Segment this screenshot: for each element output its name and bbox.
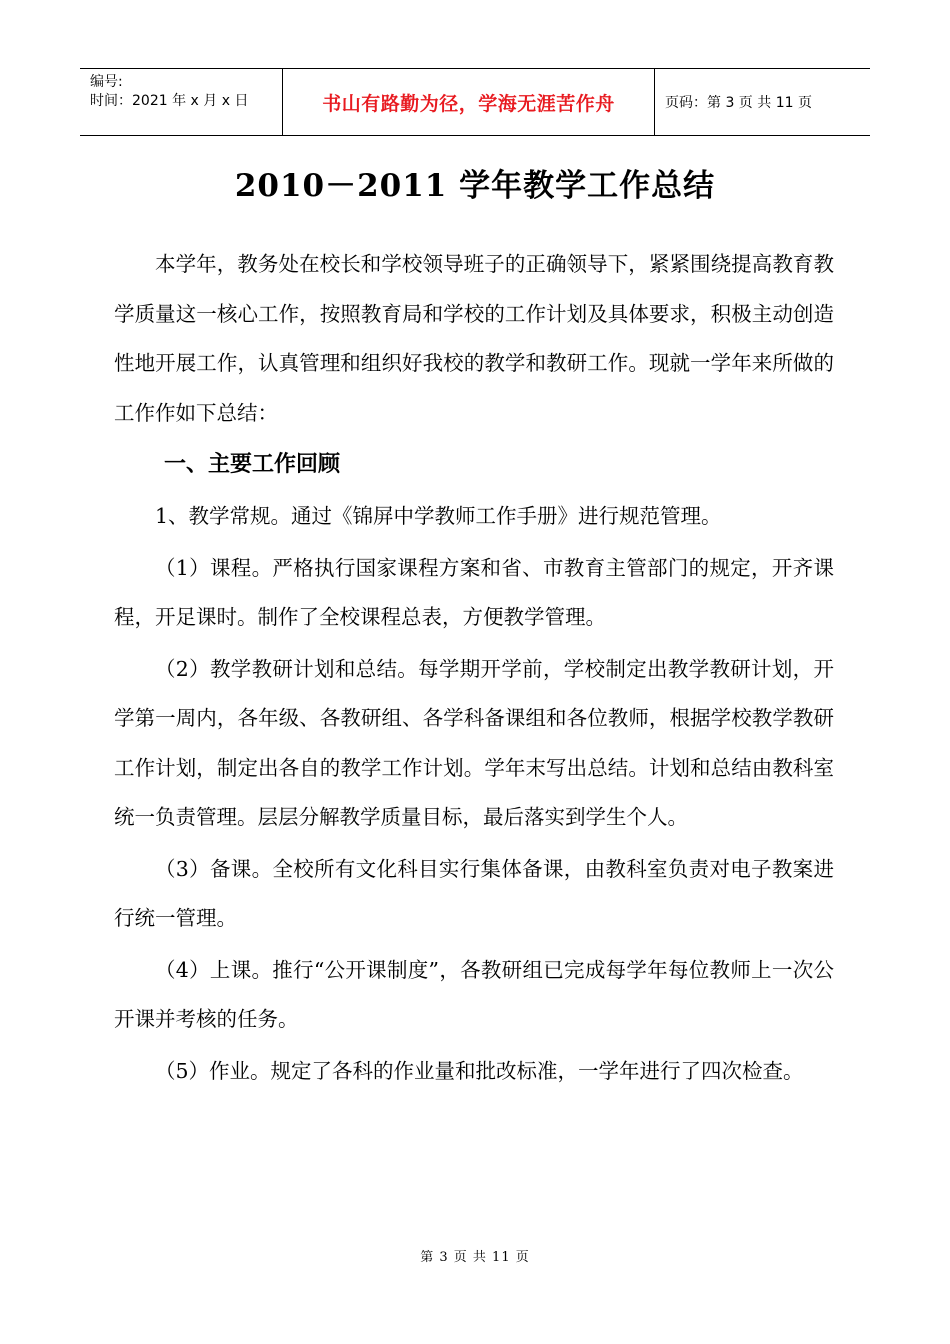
sub-item-classes: （4）上课。推行“公开课制度”，各教研组已完成每学年每位教师上一次公开课并考核的任务。 (114, 957, 834, 1031)
sub-item-plans: （2）教学教研计划和总结。每学期开学前，学校制定出教学教研计划，开学第一周内，各年级、各教研组、各学科备课组和各位教师，根据学校教学教研工作计划，制定出各自的教学工作计划。学年末写出总结。计划和总结由教科室统一负责管理。层层分解教学质量目标，最后落实到学生个人。 (114, 656, 834, 829)
header-page-info: 页码：第 3 页 共 11 页 (665, 95, 812, 111)
sub-item-lesson-prep: （3）备课。全校所有文化科目实行集体备课，由教科室负责对电子教案进行统一管理。 (114, 856, 834, 930)
sub-item-courses: （1）课程。严格执行国家课程方案和省、市教育主管部门的规定，开齐课程，开足课时。制作了全校课程总表，方便教学管理。 (114, 555, 834, 629)
header-meta (80, 69, 282, 135)
section-heading: 一、主要工作回顾 (164, 452, 341, 477)
header-date: 时间：2021 年 x 月 x 日 (90, 93, 249, 109)
page-footer: 第 3 页 共 11 页 (420, 1250, 530, 1265)
sub-item-homework: （5）作业。规定了各科的作业量和批改标准，一学年进行了四次检查。 (155, 1058, 804, 1083)
header-motto: 书山有路勤为径，学海无涯苦作舟 (282, 69, 655, 135)
document-body (114, 240, 834, 1096)
intro-paragraph: 本学年，教务处在校长和学校领导班子的正确领导下，紧紧围绕提高教育教学质量这一核心工作，按照教育局和学校的工作计划及具体要求，积极主动创造性地开展工作，认真管理和组织好我校的教学和教研工作。现就一学年来所做的工作作如下总结： (114, 252, 834, 425)
header-number: 编号: (90, 74, 123, 90)
item-paragraph: 1、教学常规。通过《锦屏中学教师工作手册》进行规范管理。 (155, 504, 722, 528)
page-header (80, 68, 870, 136)
document-title: 2010－2011 学年教学工作总结 (234, 168, 716, 204)
